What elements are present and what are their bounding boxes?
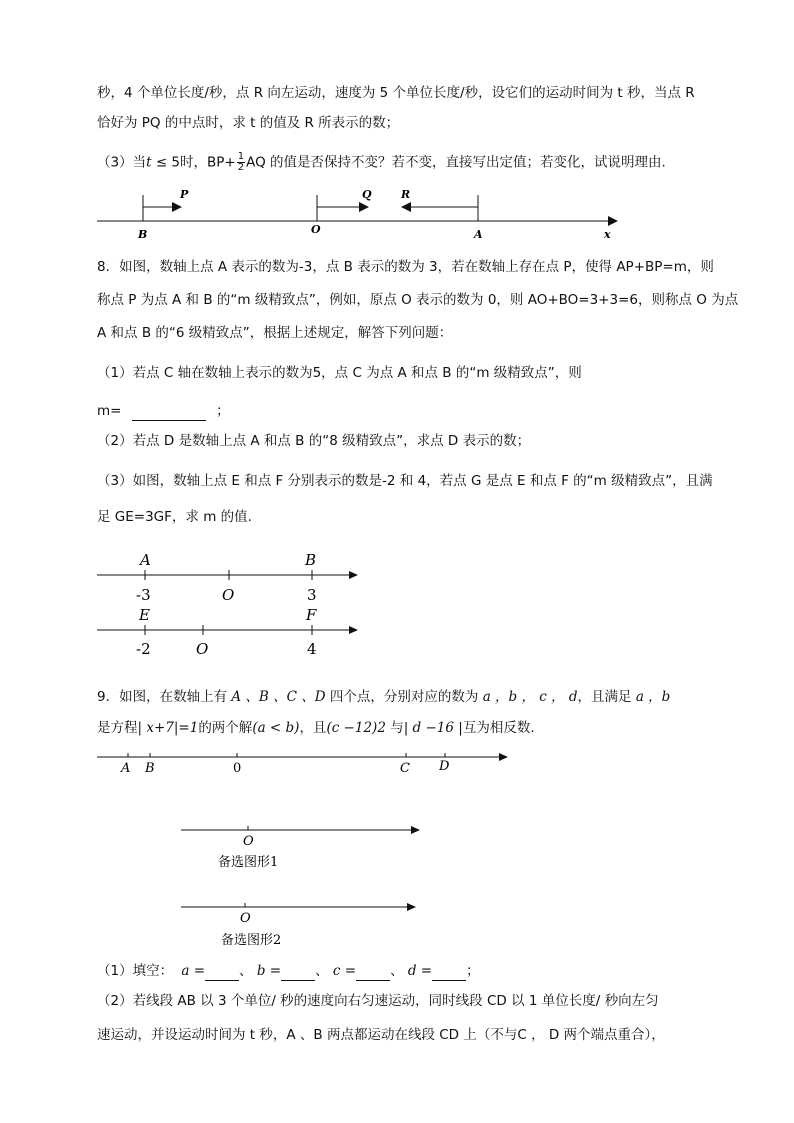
q8-label-3: 3	[307, 586, 317, 604]
q9-ab: a ，b	[635, 689, 671, 705]
q8-part3-line1: （3）如图，数轴上点 E 和点 F 分别表示的数是-2 和 4，若点 G 是点 E 和点 F 的“m 级精致点”，且满	[97, 473, 713, 489]
q9-sep1: 、	[239, 963, 253, 979]
q8-part3-line2: 足 GE=3GF，求 m 的值.	[97, 509, 252, 525]
q9-blank-a[interactable]	[205, 962, 239, 981]
q9-expr1: (c −12)2	[326, 720, 386, 736]
q9-equation: | x+7|=1	[137, 720, 199, 736]
q9-blank-c[interactable]	[356, 962, 390, 981]
q7-label-x: x	[604, 228, 611, 241]
q7-label-b: B	[138, 228, 148, 241]
q9-fill-prefix: （1）填空：	[97, 963, 174, 979]
q8-line1: 8．如图，数轴上点 A 表示的数为-3，点 B 表示的数为 3，若在数轴上存在点 P，使得 AP+BP=m，则	[97, 259, 714, 275]
q8-part1: （1）若点 C 轴在数轴上表示的数为5，点 C 为点 A 和点 B 的“m 级精致点”，则	[97, 365, 582, 381]
q9-line2-e: |互为相反数.	[458, 720, 535, 736]
q9-blank-b[interactable]	[281, 962, 315, 981]
q9-spare1-arrowhead	[411, 826, 420, 834]
q9-vals: a ，b ， c ， d	[482, 689, 578, 705]
q9-line2-d: 与|	[385, 720, 409, 736]
q7-label-p: P	[180, 188, 189, 201]
q9-spare2-o: O	[240, 911, 251, 926]
q9-line1-prefix: 9．如图，在数轴上有	[97, 689, 232, 705]
q9-line2-b: 的两个解	[198, 720, 253, 736]
q7-line2: 恰好为 PQ 的中点时，求 t 的值及 R 所表示的数；	[97, 115, 400, 131]
q7-part3-t: t	[146, 154, 152, 171]
q8-label-e: E	[139, 606, 150, 624]
q8-label-o1: O	[222, 586, 235, 604]
q8-line2: 称点 P 为点 A 和 B 的“m 级精致点”，例如，原点 O 表示的数为 0，则 AO+BO=3+3=6，则称点 O 为点	[97, 292, 739, 308]
q9-spare2-arrowhead	[407, 903, 416, 911]
q9-fill-in	[97, 962, 480, 981]
q9-label-a: A	[121, 761, 131, 776]
q9-axis-main-arrowhead	[499, 753, 508, 761]
q8-label-f: F	[306, 606, 317, 624]
q8-part2: （2）若点 D 是数轴上点 A 和点 B 的“8 级精致点”，求点 D 表示的数；	[97, 433, 531, 449]
q9-fill-b-label: b =	[256, 963, 282, 979]
q9-line1-suffix: ，且满足	[577, 689, 636, 705]
q9-fill-d-label: d =	[407, 963, 433, 979]
q8-label-minus3: -3	[136, 586, 151, 604]
q7-line1: 秒，4 个单位长度/秒，点 R 向左运动，速度为 5 个单位长度/秒，设它们的运动时间为 t 秒，当点 R	[97, 85, 695, 101]
fraction-denominator: 2	[237, 162, 245, 173]
q9-fill-end: ；	[466, 963, 480, 979]
q9-sep2: 、	[315, 963, 329, 979]
q9-expr2: d −16	[408, 720, 459, 736]
q7-label-o: O	[311, 223, 321, 236]
q9-spare1-o: O	[243, 834, 254, 849]
q9-label-d: D	[439, 759, 450, 774]
q8-label-b: B	[305, 551, 317, 569]
q9-part2-line1: （2）若线段 AB 以 3 个单位/ 秒的速度向右匀速运动，同时线段 CD 以 1 单位长度/ 秒向左匀	[97, 993, 659, 1009]
q9-blank-d[interactable]	[432, 962, 466, 981]
q9-line2-a: 是方程	[97, 720, 138, 736]
q9-line1-mid: 四个点，分别对应的数为	[325, 689, 483, 705]
q9-sep3: 、	[390, 963, 404, 979]
q7-label-q: Q	[362, 188, 372, 201]
q9-condition: (a < b)	[252, 720, 300, 736]
q9-spare1-caption: 备选图形1	[218, 855, 279, 870]
q8-label-a: A	[140, 551, 151, 569]
q8-line3: A 和点 B 的“6 级精致点”，根据上述规定，解答下列问题：	[97, 325, 453, 341]
q9-points: A 、B 、C 、D	[231, 689, 326, 705]
q7-part3-suffix: AQ 的值是否保持不变？若不变，直接写出定值；若变化，试说明理由.	[246, 154, 666, 171]
q7-part3-prefix: （3）当	[97, 154, 147, 171]
q8-label-o2: O	[196, 640, 209, 658]
q7-part3-cond: ≤ 5时，BP+	[151, 154, 236, 171]
q9-line2-c: ，且	[299, 720, 327, 736]
q8-label-minus2: -2	[136, 640, 151, 658]
q9-spare2-caption: 备选图形2	[221, 933, 282, 948]
q9-fill-a-label: a =	[181, 963, 206, 979]
q9-label-c: C	[400, 761, 410, 776]
q9-label-b: B	[145, 761, 155, 776]
q9-part2-line2: 速运动，并设运动时间为 t 秒，A 、B 两点都运动在线段 CD 上（不与C ， D 两个端点重合），	[97, 1027, 665, 1043]
q8-part1-end: ；	[216, 403, 230, 419]
q8-m-label: m=	[97, 403, 122, 419]
q8-label-4: 4	[307, 640, 317, 658]
q7-label-r: R	[401, 188, 411, 201]
q9-label-zero: 0	[233, 761, 242, 776]
q9-fill-c-label: c =	[332, 963, 357, 979]
q7-label-a: A	[474, 228, 483, 241]
fraction-numerator: 1	[237, 151, 245, 162]
